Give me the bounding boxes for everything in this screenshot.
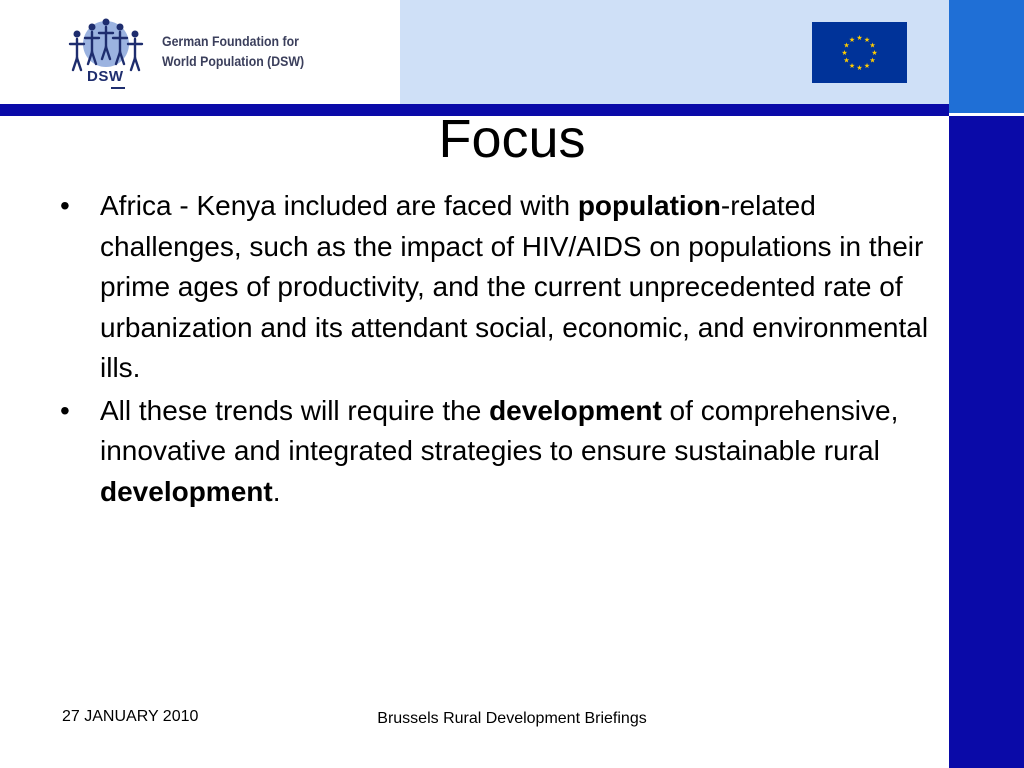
svg-text:★: ★ (869, 41, 876, 50)
bullet-1-text-a: Africa - Kenya included are faced with (100, 190, 578, 221)
svg-text:★: ★ (843, 41, 850, 50)
svg-text:★: ★ (841, 49, 848, 57)
svg-text:★: ★ (863, 62, 871, 70)
bullet-2-bold-term-1: development (489, 394, 662, 426)
right-bar (949, 116, 1024, 768)
bullet-marker: • (60, 394, 70, 426)
svg-text:★: ★ (869, 56, 876, 65)
svg-text:★: ★ (863, 36, 871, 44)
svg-text:★: ★ (856, 34, 863, 42)
svg-text:★: ★ (856, 64, 863, 72)
bullet-2-text-a: All these trends will require the (100, 394, 490, 426)
dsw-logo-underline (111, 87, 125, 89)
bullet-2-text-c: . (272, 475, 281, 507)
footer-date: 27 JANUARY 2010 (62, 708, 199, 725)
bullet-2-bold-term-2: development (100, 475, 273, 507)
footer-event-name: Brussels Rural Development Briefings (377, 710, 647, 727)
bullet-2-text-b: of comprehensive, innovative and integrated strategies to ensure sustainable rural (100, 394, 899, 466)
bullet-1-bold-term: population (577, 190, 721, 221)
slide-title: Focus (438, 109, 586, 169)
dsw-logo-text: DSW (87, 68, 124, 85)
svg-text:★: ★ (843, 56, 850, 65)
eu-flag-icon (812, 22, 907, 83)
bullet-item-1 (60, 186, 940, 389)
bullet-list (60, 186, 940, 514)
bullet-marker: • (60, 190, 70, 221)
organization-name (162, 31, 304, 71)
svg-text:★: ★ (871, 49, 878, 57)
svg-text:★: ★ (848, 62, 856, 70)
org-name-line2: World Population (DSW) (162, 53, 305, 69)
bullet-item-2 (60, 391, 940, 513)
org-name-line1: German Foundation for (162, 33, 299, 49)
bullet-1-text-b: -related challenges, such as the impact of HIV/AIDS on populations in their prime ages of productivity, and the current unprecedented rate of urbanization and its attendant social, economic, and environmental ills. (100, 190, 929, 383)
svg-text:★: ★ (848, 36, 856, 44)
right-bar-top (949, 0, 1024, 116)
